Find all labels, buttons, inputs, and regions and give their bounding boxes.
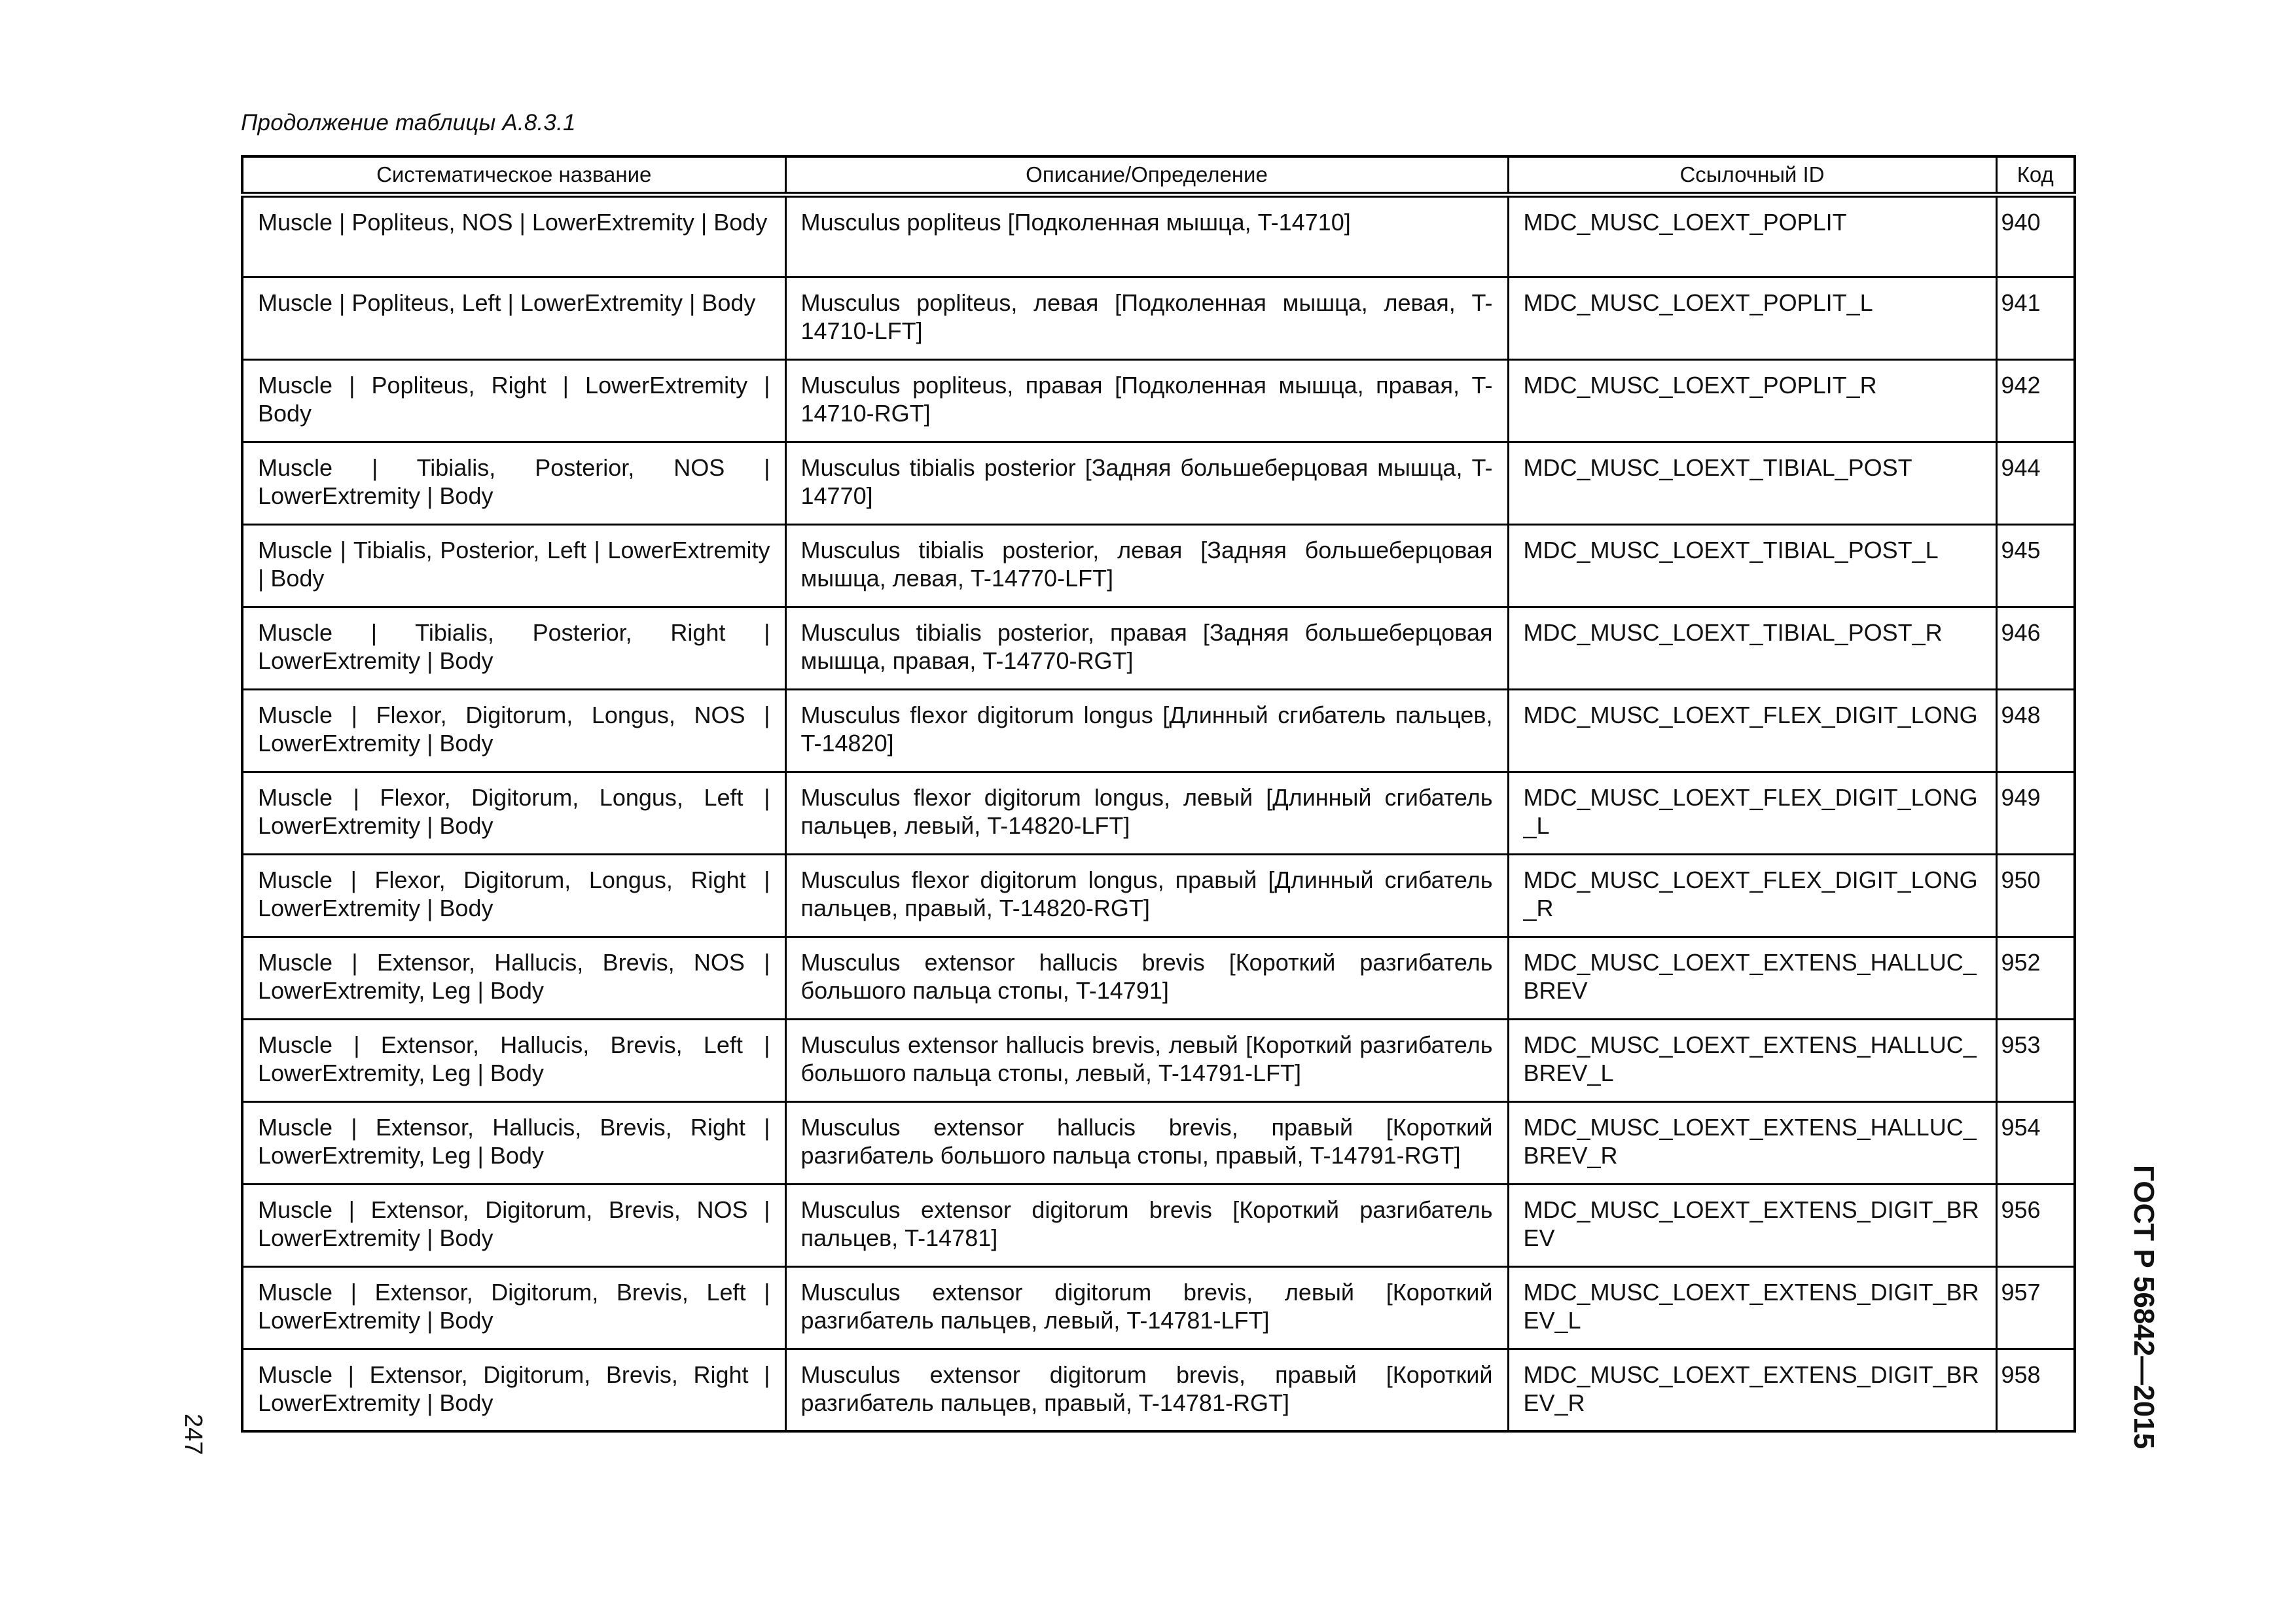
table-row [242, 772, 2075, 854]
systematic-name-cell: Muscle | Extensor, Digitorum, Brevis, NOS | LowerExtremity | Body [242, 1184, 785, 1266]
code-cell: 946 [1996, 607, 2075, 689]
table-row [242, 1184, 2075, 1266]
code-cell: 945 [1996, 524, 2075, 607]
systematic-name-cell: Muscle | Tibialis, Posterior, NOS | LowerExtremity | Body [242, 442, 785, 524]
reference-id-cell: MDC_MUSC_LOEXT_EXTENS_HALLUC_BREV [1508, 936, 1996, 1019]
reference-id-cell: MDC_MUSC_LOEXT_TIBIAL_POST_R [1508, 607, 1996, 689]
description-cell: Musculus extensor digitorum brevis [Короткий разгибатель пальцев, T-14781] [785, 1184, 1508, 1266]
table-row [242, 277, 2075, 359]
reference-id-cell: MDC_MUSC_LOEXT_TIBIAL_POST_L [1508, 524, 1996, 607]
table-row [242, 194, 2075, 277]
systematic-name-cell: Muscle | Tibialis, Posterior, Right | LowerExtremity | Body [242, 607, 785, 689]
code-cell: 957 [1996, 1266, 2075, 1349]
code-cell: 940 [1996, 194, 2075, 277]
table-row [242, 854, 2075, 936]
code-cell: 942 [1996, 359, 2075, 442]
code-cell: 944 [1996, 442, 2075, 524]
reference-id-cell: MDC_MUSC_LOEXT_POPLIT_L [1508, 277, 1996, 359]
header-code: Код [1996, 156, 2075, 194]
code-cell: 958 [1996, 1349, 2075, 1431]
table-row [242, 442, 2075, 524]
page-number: 247 [179, 1414, 207, 1455]
data-table [241, 155, 2076, 1433]
code-cell: 950 [1996, 854, 2075, 936]
systematic-name-cell: Muscle | Extensor, Digitorum, Brevis, Right | LowerExtremity | Body [242, 1349, 785, 1431]
systematic-name-cell: Muscle | Extensor, Hallucis, Brevis, Right | LowerExtremity, Leg | Body [242, 1101, 785, 1184]
table-row [242, 1101, 2075, 1184]
standard-identifier: ГОСТ Р 56842—2015 [2128, 1165, 2160, 1450]
systematic-name-cell: Muscle | Flexor, Digitorum, Longus, Left | LowerExtremity | Body [242, 772, 785, 854]
description-cell: Musculus extensor hallucis brevis [Короткий разгибатель большого пальца стопы, T-14791] [785, 936, 1508, 1019]
description-cell: Musculus flexor digitorum longus, левый [Длинный сгибатель пальцев, левый, T-14820-LFT] [785, 772, 1508, 854]
table-row [242, 1266, 2075, 1349]
systematic-name-cell: Muscle | Extensor, Hallucis, Brevis, NOS | LowerExtremity, Leg | Body [242, 936, 785, 1019]
description-cell: Musculus extensor digitorum brevis, правый [Короткий разгибатель пальцев, правый, T-14781-RGT] [785, 1349, 1508, 1431]
description-cell: Musculus tibialis posterior [Задняя большеберцовая мышца, T-14770] [785, 442, 1508, 524]
reference-id-cell: MDC_MUSC_LOEXT_FLEX_DIGIT_LONG [1508, 689, 1996, 772]
systematic-name-cell: Muscle | Tibialis, Posterior, Left | LowerExtremity | Body [242, 524, 785, 607]
code-cell: 949 [1996, 772, 2075, 854]
systematic-name-cell: Muscle | Extensor, Hallucis, Brevis, Left | LowerExtremity, Leg | Body [242, 1019, 785, 1101]
table-caption: Продолжение таблицы А.8.3.1 [241, 110, 576, 135]
systematic-name-cell: Muscle | Popliteus, Left | LowerExtremity | Body [242, 277, 785, 359]
reference-id-cell: MDC_MUSC_LOEXT_TIBIAL_POST [1508, 442, 1996, 524]
description-cell: Musculus extensor hallucis brevis, правый [Короткий разгибатель большого пальца стопы, правый, T-14791-RGT] [785, 1101, 1508, 1184]
code-cell: 953 [1996, 1019, 2075, 1101]
description-cell: Musculus extensor hallucis brevis, левый [Короткий разгибатель большого пальца стопы, левый, T-14791-LFT] [785, 1019, 1508, 1101]
header-reference-id: Ссылочный ID [1508, 156, 1996, 194]
reference-id-cell: MDC_MUSC_LOEXT_EXTENS_HALLUC_BREV_L [1508, 1019, 1996, 1101]
description-cell: Musculus popliteus [Подколенная мышца, T-14710] [785, 194, 1508, 277]
description-cell: Musculus tibialis posterior, левая [Задняя большеберцовая мышца, левая, T-14770-LFT] [785, 524, 1508, 607]
reference-id-cell: MDC_MUSC_LOEXT_EXTENS_HALLUC_BREV_R [1508, 1101, 1996, 1184]
table-row [242, 359, 2075, 442]
systematic-name-cell: Muscle | Extensor, Digitorum, Brevis, Left | LowerExtremity | Body [242, 1266, 785, 1349]
description-cell: Musculus popliteus, левая [Подколенная мышца, левая, T-14710-LFT] [785, 277, 1508, 359]
reference-id-cell: MDC_MUSC_LOEXT_POPLIT_R [1508, 359, 1996, 442]
reference-id-cell: MDC_MUSC_LOEXT_POPLIT [1508, 194, 1996, 277]
systematic-name-cell: Muscle | Popliteus, Right | LowerExtremity | Body [242, 359, 785, 442]
reference-id-cell: MDC_MUSC_LOEXT_EXTENS_DIGIT_BREV_L [1508, 1266, 1996, 1349]
code-cell: 952 [1996, 936, 2075, 1019]
description-cell: Musculus flexor digitorum longus, правый [Длинный сгибатель пальцев, правый, T-14820-RGT] [785, 854, 1508, 936]
reference-id-cell: MDC_MUSC_LOEXT_FLEX_DIGIT_LONG_R [1508, 854, 1996, 936]
code-cell: 948 [1996, 689, 2075, 772]
header-description: Описание/Определение [785, 156, 1508, 194]
description-cell: Musculus tibialis posterior, правая [Задняя большеберцовая мышца, правая, T-14770-RGT] [785, 607, 1508, 689]
table-row [242, 1349, 2075, 1431]
systematic-name-cell: Muscle | Flexor, Digitorum, Longus, NOS | LowerExtremity | Body [242, 689, 785, 772]
description-cell: Musculus flexor digitorum longus [Длинный сгибатель пальцев, T-14820] [785, 689, 1508, 772]
reference-id-cell: MDC_MUSC_LOEXT_EXTENS_DIGIT_BREV_R [1508, 1349, 1996, 1431]
reference-id-cell: MDC_MUSC_LOEXT_FLEX_DIGIT_LONG_L [1508, 772, 1996, 854]
table-row [242, 689, 2075, 772]
table-row [242, 607, 2075, 689]
code-cell: 954 [1996, 1101, 2075, 1184]
table-header-row [242, 156, 2075, 194]
reference-id-cell: MDC_MUSC_LOEXT_EXTENS_DIGIT_BREV [1508, 1184, 1996, 1266]
header-systematic-name: Систематическое название [242, 156, 785, 194]
systematic-name-cell: Muscle | Flexor, Digitorum, Longus, Right | LowerExtremity | Body [242, 854, 785, 936]
table-row [242, 524, 2075, 607]
table-row [242, 936, 2075, 1019]
code-cell: 956 [1996, 1184, 2075, 1266]
description-cell: Musculus popliteus, правая [Подколенная мышца, правая, T-14710-RGT] [785, 359, 1508, 442]
code-cell: 941 [1996, 277, 2075, 359]
table-row [242, 1019, 2075, 1101]
description-cell: Musculus extensor digitorum brevis, левый [Короткий разгибатель пальцев, левый, T-14781-LFT] [785, 1266, 1508, 1349]
systematic-name-cell: Muscle | Popliteus, NOS | LowerExtremity | Body [242, 194, 785, 277]
